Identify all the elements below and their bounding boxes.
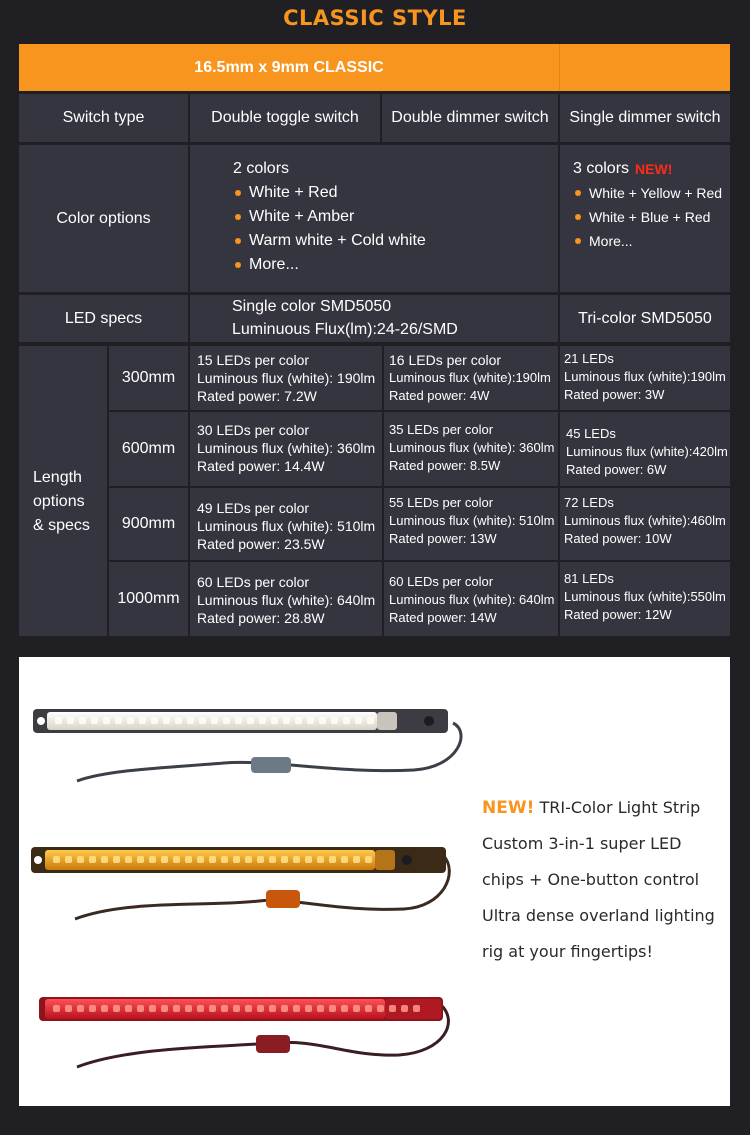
led-chip [281,856,288,863]
spec-cell [560,412,730,486]
spec-line: Luminous flux (white):190lm [564,369,726,384]
led-chip [185,1005,192,1012]
length-size: 300mm [109,346,188,410]
led-chip [221,1005,228,1012]
led-chip [377,1005,384,1012]
led-chip [223,717,230,724]
led-chip [341,1005,348,1012]
led-chip [187,717,194,724]
page-title: CLASSIC STYLE [283,6,467,30]
led-chip [175,717,182,724]
spec-line: Luminous flux (white): 510lm [389,513,555,528]
product-photo-panel [19,657,730,1106]
bullet-icon [575,190,581,196]
led-chip [317,1005,324,1012]
led-chip [247,717,254,724]
led-chip [343,717,350,724]
spec-line: Rated power: 14.4W [197,458,325,474]
list-item: White + Amber [249,208,355,225]
spec-line: Luminous flux (white):190lm [389,370,551,385]
switch-type-label: Switch type [19,94,188,142]
led-chip [413,1005,420,1012]
spec-line: Rated power: 14W [389,610,497,625]
list-item: White + Yellow + Red [589,185,723,201]
led-chip [221,856,228,863]
led-chip [77,856,84,863]
led-chip [259,717,266,724]
led-chip [91,717,98,724]
led-chip [367,717,374,724]
led-chip [137,856,144,863]
led-chip [233,1005,240,1012]
length-label-line: Length [33,469,82,486]
led-chip [151,717,158,724]
color-options-label: Color options [19,145,188,292]
spec-line: 21 LEDs [564,351,614,366]
promo-line: chips + One-button control [482,870,700,889]
list-item: White + Red [249,184,338,201]
led-chip [283,717,290,724]
dual-color-list [233,157,426,277]
banner-title: 16.5mm x 9mm CLASSIC [194,59,384,76]
spec-line: Luminous flux (white):420lm [566,444,728,459]
bullet-icon [235,238,241,244]
led-chip [77,1005,84,1012]
length-label-line: options [33,493,85,510]
spec-line: Rated power: 8.5W [389,458,501,473]
spec-line: 60 LEDs per color [389,574,494,589]
led-chip [329,856,336,863]
led-chip [139,717,146,724]
led-chip [341,856,348,863]
spec-line: 49 LEDs per color [197,500,310,516]
led-chip [389,1005,396,1012]
spec-line: Rated power: 3W [564,387,665,402]
led-chip [127,717,134,724]
led-chip [295,717,302,724]
spec-line: Rated power: 23.5W [197,536,325,552]
bullet-icon [235,262,241,268]
spec-line: Luminous flux (white):550lm [564,589,726,604]
spec-line: Rated power: 12W [564,607,672,622]
led-specs-tri: Tri-color SMD5050 [560,295,730,342]
led-chip [293,1005,300,1012]
led-chip [329,1005,336,1012]
led-chip [113,1005,120,1012]
led-chip [53,1005,60,1012]
led-chip [65,1005,72,1012]
length-size: 900mm [109,488,188,560]
led-chip [317,856,324,863]
led-specs-label: LED specs [19,295,188,342]
led-chip [103,717,110,724]
led-chip [89,856,96,863]
led-chip [163,717,170,724]
promo-line: rig at your fingertips! [482,942,653,961]
spec-line: Rated power: 6W [566,462,667,477]
led-chip [149,856,156,863]
led-chip [269,856,276,863]
led-chip [161,1005,168,1012]
led-chip [79,717,86,724]
list-item: More... [589,233,633,249]
led-chip [113,856,120,863]
led-chip [257,856,264,863]
length-size: 600mm [109,412,188,486]
spec-table [19,44,730,636]
spec-cell [560,346,730,410]
promo-line: Custom 3-in-1 super LED [482,834,682,853]
led-chip [209,1005,216,1012]
spec-line: 35 LEDs per color [389,422,494,437]
spec-line: 60 LEDs per color [197,574,310,590]
led-chip [209,856,216,863]
spec-line: Luminous flux (white): 360lm [389,440,555,455]
spec-line: 15 LEDs per color [197,352,310,368]
tri-color-title: 3 colors [573,160,630,177]
bullet-icon [235,190,241,196]
led-chip [355,717,362,724]
spec-line: 55 LEDs per color [389,495,494,510]
white-light-strip [33,709,461,781]
led-chip [235,717,242,724]
bullet-icon [235,214,241,220]
led-chip [353,856,360,863]
promo-headline: TRI-Color Light Strip [539,798,701,817]
led-chip [55,717,62,724]
spec-line: Luminous flux (white): 640lm [389,592,555,607]
spec-cell [560,488,730,560]
spec-line: 72 LEDs [564,495,614,510]
led-chip [271,717,278,724]
led-chip [245,856,252,863]
spec-line: 30 LEDs per color [197,422,310,438]
led-chip [211,717,218,724]
spec-cell [190,346,382,410]
led-chip [137,1005,144,1012]
length-options-label [19,346,107,636]
spec-line: Rated power: 7.2W [197,388,317,404]
led-chip [199,717,206,724]
led-chip [245,1005,252,1012]
led-chip [307,717,314,724]
spec-cell [190,488,382,560]
new-badge: NEW! [635,161,673,177]
switch-single-dimmer: Single dimmer switch [560,94,730,142]
spec-cell [384,562,558,636]
promo-line: Ultra dense overland lighting [482,906,715,925]
spec-line: 45 LEDs [566,426,616,441]
led-chip [233,856,240,863]
led-chip [173,1005,180,1012]
led-chip [269,1005,276,1012]
bullet-icon [575,238,581,244]
spec-cell [190,562,382,636]
spec-line: Luminous flux (white): 190lm [197,370,376,386]
dual-color-title: 2 colors [233,160,290,177]
switch-double-toggle: Double toggle switch [190,94,380,142]
table-banner [19,44,730,91]
spec-line: 81 LEDs [564,571,614,586]
spec-line: Luminous flux (white): 510lm [197,518,376,534]
led-chip [125,1005,132,1012]
led-chip [149,1005,156,1012]
spec-line: Luminous flux (white):460lm [564,513,726,528]
led-chip [197,1005,204,1012]
switch-double-dimmer: Double dimmer switch [382,94,558,142]
led-chip [353,1005,360,1012]
promo-new-badge: NEW! [482,798,535,818]
spec-cell [384,488,558,560]
spec-cell [384,346,558,410]
spec-cell [560,562,730,636]
spec-line: Rated power: 28.8W [197,610,325,626]
list-item: Warm white + Cold white [249,232,426,249]
amber-light-strip [31,847,449,919]
led-specs-single [190,295,558,342]
promo-text [482,790,722,970]
led-chip [305,1005,312,1012]
led-chip [305,856,312,863]
color-options-dual [190,145,558,292]
led-chip [53,856,60,863]
banner-divider [559,44,560,91]
led-chip [115,717,122,724]
list-item: More... [249,256,299,273]
led-chip [67,717,74,724]
list-item: White + Blue + Red [589,209,711,225]
led-chip [401,1005,408,1012]
led-chip [257,1005,264,1012]
color-options-tri [560,145,730,292]
led-chip [293,856,300,863]
led-chip [101,1005,108,1012]
led-chip [185,856,192,863]
led-chip [331,717,338,724]
spec-cell [384,412,558,486]
led-chip [65,856,72,863]
red-light-strip [39,997,448,1067]
spec-line: Rated power: 10W [564,531,672,546]
spec-line: Luminous flux (white): 360lm [197,440,376,456]
led-chip [161,856,168,863]
led-spec-line: Luminuous Flux(lm):24-26/SMD [232,321,458,338]
tri-color-list [573,157,722,253]
spec-cell [190,412,382,486]
led-chip [281,1005,288,1012]
spec-line: Rated power: 4W [389,388,490,403]
length-size: 1000mm [109,562,188,636]
led-chip [89,1005,96,1012]
spec-line: 16 LEDs per color [389,352,502,368]
led-chip [173,856,180,863]
length-label-line: & specs [33,517,90,534]
led-chip [365,1005,372,1012]
led-chip [197,856,204,863]
spec-line: Luminous flux (white): 640lm [197,592,376,608]
bullet-icon [575,214,581,220]
spec-line: Rated power: 13W [389,531,497,546]
led-spec-line: Single color SMD5050 [232,298,392,315]
led-chip [101,856,108,863]
led-chip [365,856,372,863]
led-chip [319,717,326,724]
led-chip [125,856,132,863]
